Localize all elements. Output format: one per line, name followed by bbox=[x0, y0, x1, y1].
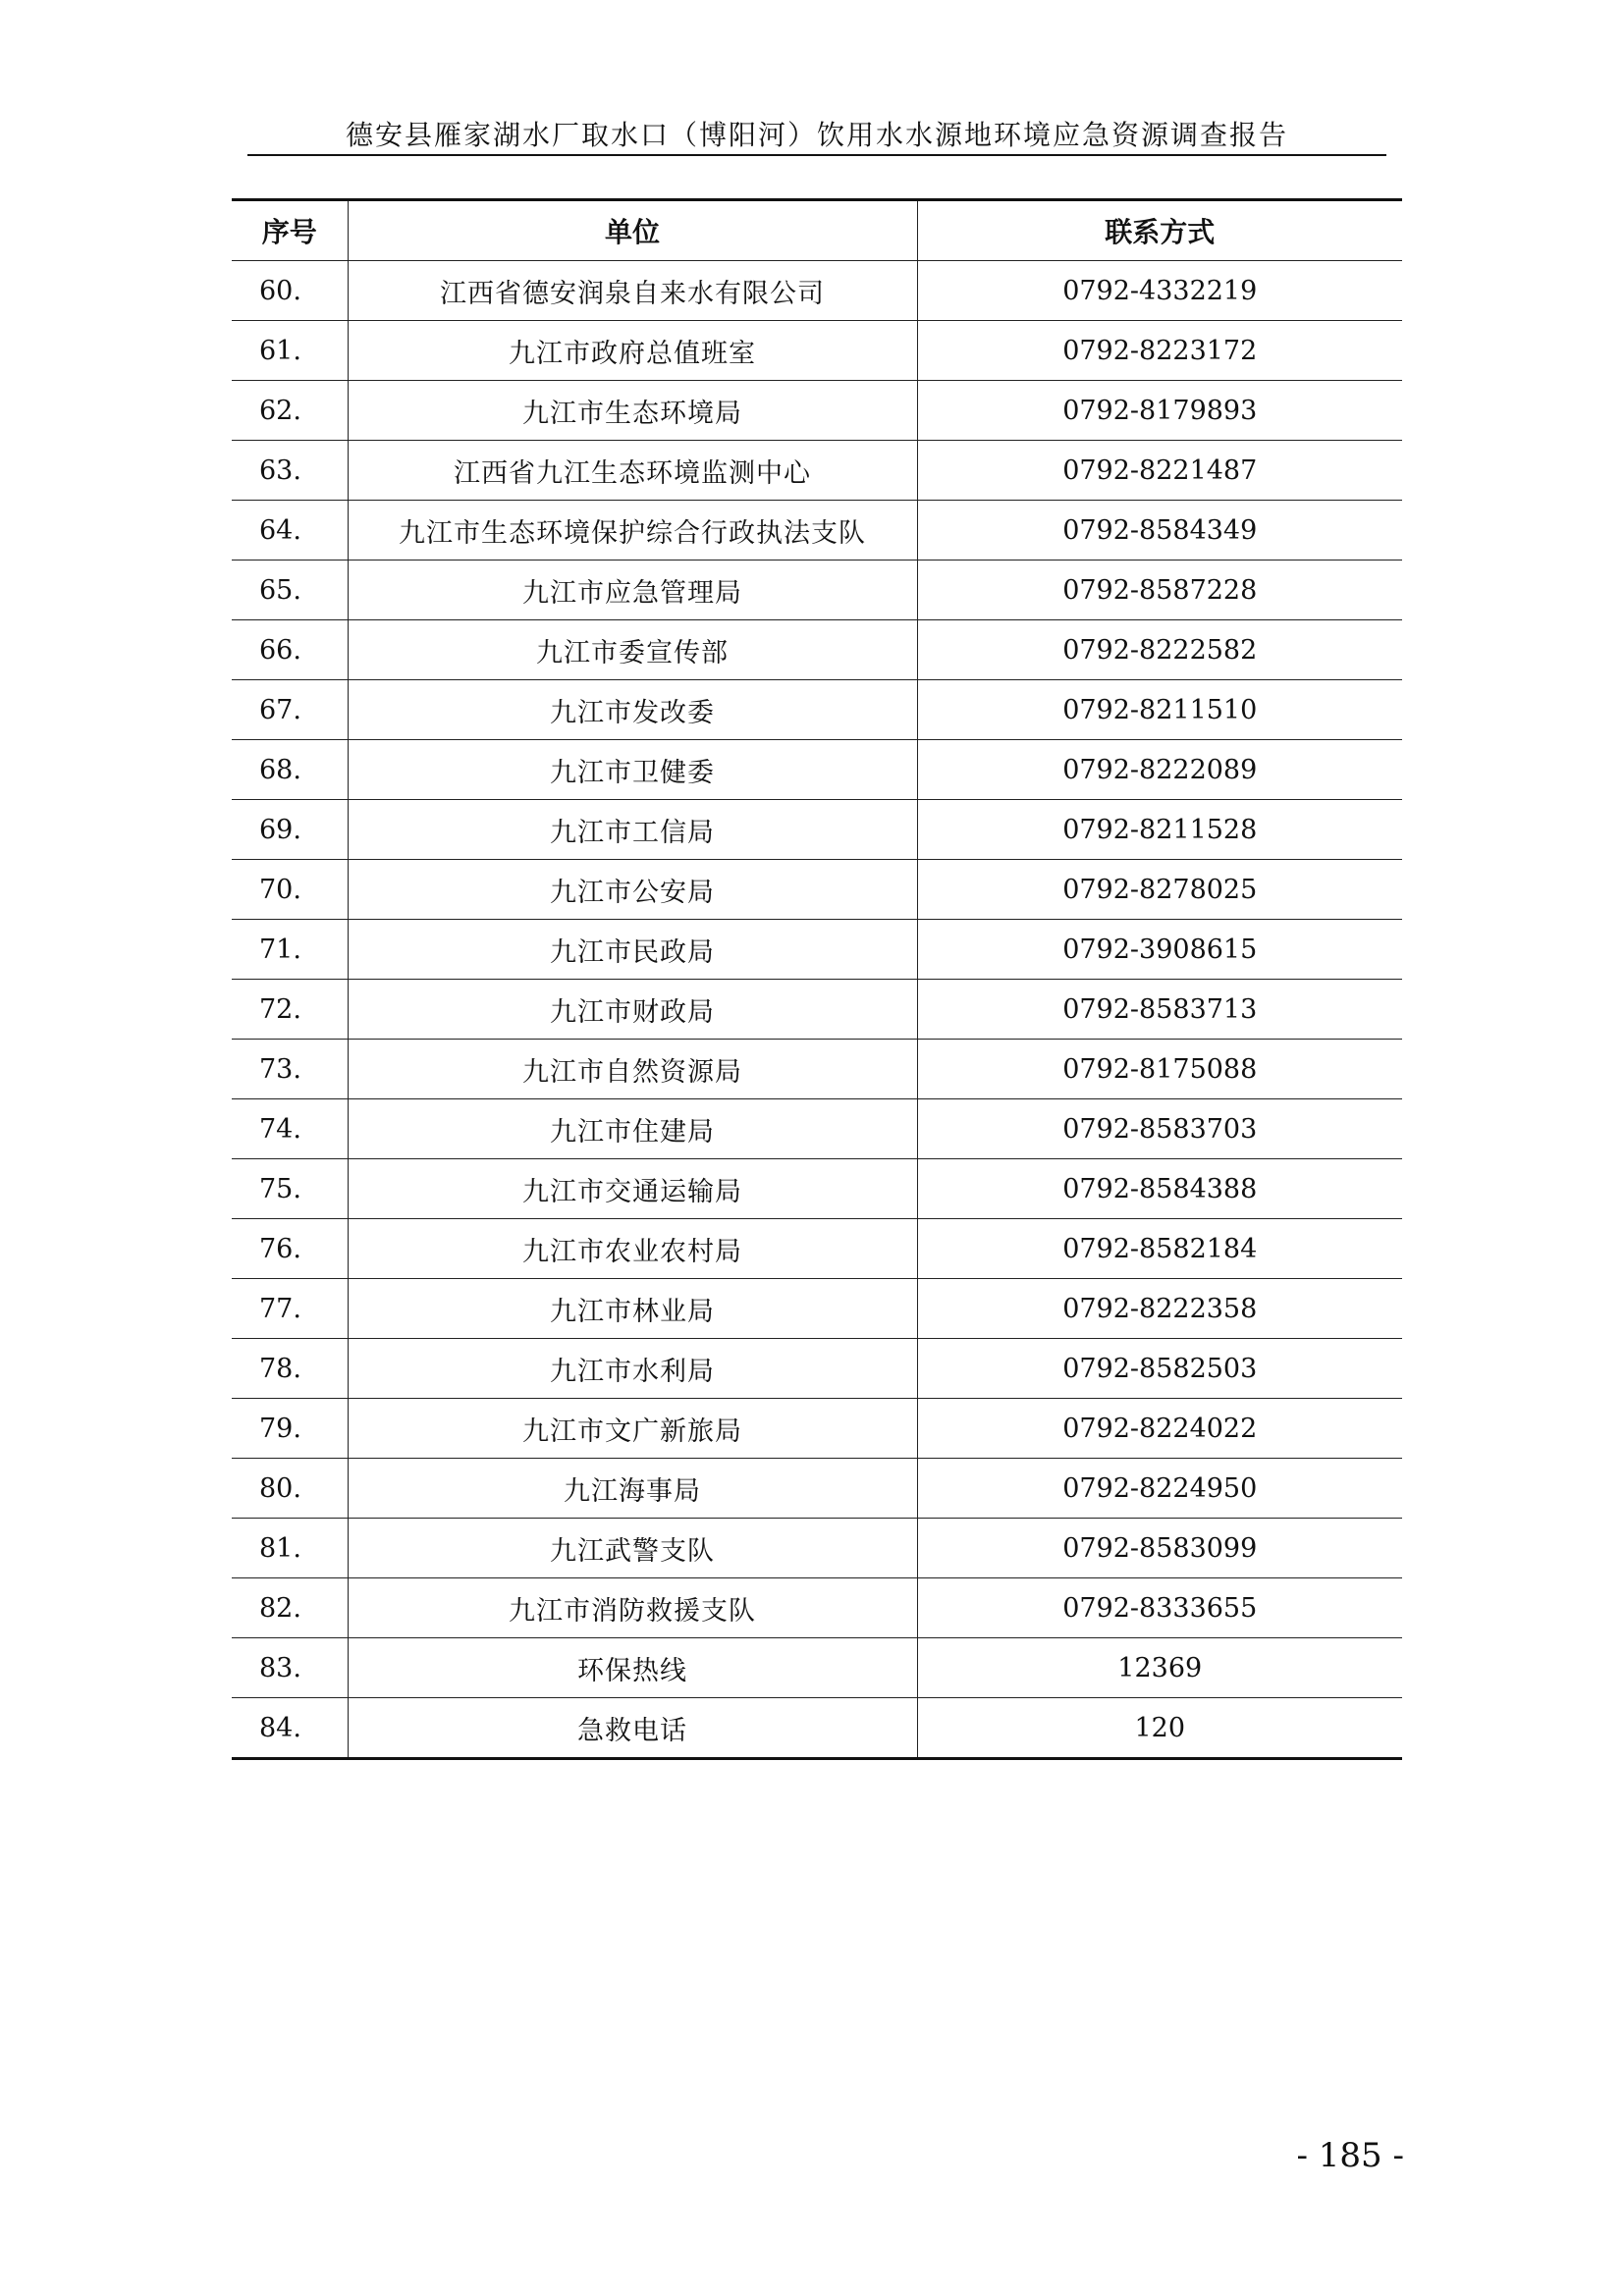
row-seq-cell: 75. bbox=[232, 1159, 348, 1219]
row-unit-cell: 急救电话 bbox=[348, 1698, 917, 1759]
row-unit-cell: 九江市工信局 bbox=[348, 800, 917, 860]
table-row bbox=[232, 261, 1402, 321]
row-unit-cell: 九江市公安局 bbox=[348, 860, 917, 920]
row-seq-cell: 83. bbox=[232, 1638, 348, 1698]
row-unit-cell: 九江市林业局 bbox=[348, 1279, 917, 1339]
table-row bbox=[232, 561, 1402, 620]
table-row bbox=[232, 1698, 1402, 1759]
row-phone-cell: 0792-8582503 bbox=[917, 1339, 1402, 1399]
row-phone-cell: 0792-8278025 bbox=[917, 860, 1402, 920]
row-unit-cell: 九江市住建局 bbox=[348, 1099, 917, 1159]
table-row bbox=[232, 620, 1402, 680]
row-unit-cell: 江西省德安润泉自来水有限公司 bbox=[348, 261, 917, 321]
table-row bbox=[232, 1519, 1402, 1578]
row-phone-cell: 0792-8221487 bbox=[917, 441, 1402, 501]
row-unit-cell: 九江市文广新旅局 bbox=[348, 1399, 917, 1459]
table-body bbox=[232, 261, 1402, 1759]
row-unit-cell: 九江市财政局 bbox=[348, 980, 917, 1040]
row-phone-cell: 0792-4332219 bbox=[917, 261, 1402, 321]
row-seq-cell: 62. bbox=[232, 381, 348, 441]
table-row bbox=[232, 1279, 1402, 1339]
column-header-seq: 序号 bbox=[232, 200, 348, 261]
table-row bbox=[232, 1399, 1402, 1459]
row-seq-cell: 67. bbox=[232, 680, 348, 740]
row-phone-cell: 0792-8224022 bbox=[917, 1399, 1402, 1459]
table-row bbox=[232, 740, 1402, 800]
row-seq-cell: 65. bbox=[232, 561, 348, 620]
row-seq-cell: 81. bbox=[232, 1519, 348, 1578]
row-unit-cell: 环保热线 bbox=[348, 1638, 917, 1698]
table-row bbox=[232, 501, 1402, 561]
table-row bbox=[232, 860, 1402, 920]
header-rule bbox=[247, 154, 1386, 156]
page-number: - 185 - bbox=[1296, 2136, 1404, 2175]
row-phone-cell: 120 bbox=[1134, 1712, 1186, 1743]
row-unit-cell: 九江市生态环境局 bbox=[348, 381, 917, 441]
row-seq-cell: 66. bbox=[232, 620, 348, 680]
row-unit-cell: 九江市生态环境保护综合行政执法支队 bbox=[348, 501, 917, 561]
table-row bbox=[232, 680, 1402, 740]
row-phone-cell: 0792-8223172 bbox=[917, 321, 1402, 381]
row-phone-cell: 0792-8587228 bbox=[917, 561, 1402, 620]
row-phone-cell: 12369 bbox=[917, 1638, 1402, 1698]
row-unit-cell: 九江市自然资源局 bbox=[348, 1040, 917, 1099]
row-phone-cell: 0792-8583099 bbox=[917, 1519, 1402, 1578]
row-seq-cell: 73. bbox=[232, 1040, 348, 1099]
row-seq-cell: 64. bbox=[232, 501, 348, 561]
row-seq-cell: 68. bbox=[232, 740, 348, 800]
table-row bbox=[232, 800, 1402, 860]
row-seq-cell: 60. bbox=[232, 261, 348, 321]
row-seq-cell: 79. bbox=[232, 1399, 348, 1459]
table-row bbox=[232, 1578, 1402, 1638]
table-row bbox=[232, 1459, 1402, 1519]
table-row bbox=[232, 1099, 1402, 1159]
row-unit-cell: 九江市水利局 bbox=[348, 1339, 917, 1399]
row-seq-cell: 77. bbox=[232, 1279, 348, 1339]
row-phone-cell: 0792-8583703 bbox=[917, 1099, 1402, 1159]
row-seq-cell: 74. bbox=[232, 1099, 348, 1159]
row-seq-cell: 63. bbox=[232, 441, 348, 501]
row-unit-cell: 九江市交通运输局 bbox=[348, 1159, 917, 1219]
row-phone-cell: 0792-8333655 bbox=[917, 1578, 1402, 1638]
row-phone-cell: 0792-8175088 bbox=[917, 1040, 1402, 1099]
table-row bbox=[232, 1339, 1402, 1399]
row-phone-cell: 0792-8211510 bbox=[917, 680, 1402, 740]
row-unit-cell: 九江市发改委 bbox=[348, 680, 917, 740]
contacts-table bbox=[232, 198, 1402, 1760]
row-unit-cell: 九江市政府总值班室 bbox=[348, 321, 917, 381]
table-row bbox=[232, 381, 1402, 441]
table-row bbox=[232, 1638, 1402, 1698]
row-unit-cell: 九江市委宣传部 bbox=[348, 620, 917, 680]
row-phone-cell: 0792-8222582 bbox=[917, 620, 1402, 680]
row-phone-cell: 0792-8211528 bbox=[917, 800, 1402, 860]
table-row bbox=[232, 1219, 1402, 1279]
table-row bbox=[232, 321, 1402, 381]
column-header-contact: 联系方式 bbox=[917, 200, 1402, 261]
row-unit-cell: 九江市应急管理局 bbox=[348, 561, 917, 620]
table-row bbox=[232, 920, 1402, 980]
row-seq-cell: 61. bbox=[232, 321, 348, 381]
row-seq-cell: 80. bbox=[232, 1459, 348, 1519]
page-header-title: 德安县雁家湖水厂取水口（博阳河）饮用水水源地环境应急资源调查报告 bbox=[345, 119, 1288, 151]
row-phone-cell: 0792-8584349 bbox=[917, 501, 1402, 561]
row-phone-cell: 0792-8179893 bbox=[917, 381, 1402, 441]
row-seq-cell: 69. bbox=[232, 800, 348, 860]
table-row bbox=[232, 441, 1402, 501]
row-unit-cell: 九江市卫健委 bbox=[348, 740, 917, 800]
row-seq-cell: 72. bbox=[232, 980, 348, 1040]
row-unit-cell: 九江市民政局 bbox=[348, 920, 917, 980]
row-phone-cell: 0792-8584388 bbox=[917, 1159, 1402, 1219]
row-seq-cell: 82. bbox=[232, 1578, 348, 1638]
row-phone-cell: 0792-3908615 bbox=[917, 920, 1402, 980]
table-row bbox=[232, 980, 1402, 1040]
row-seq-cell: 76. bbox=[232, 1219, 348, 1279]
column-header-unit: 单位 bbox=[348, 200, 917, 261]
row-phone-cell: 0792-8224950 bbox=[917, 1459, 1402, 1519]
row-phone-cell: 0792-8582184 bbox=[917, 1219, 1402, 1279]
row-seq-cell: 70. bbox=[232, 860, 348, 920]
row-unit-cell: 九江市消防救援支队 bbox=[348, 1578, 917, 1638]
row-phone-cell: 0792-8222089 bbox=[917, 740, 1402, 800]
row-unit-cell: 九江海事局 bbox=[348, 1459, 917, 1519]
row-seq-cell: 71. bbox=[232, 920, 348, 980]
row-unit-cell: 江西省九江生态环境监测中心 bbox=[348, 441, 917, 501]
table-row bbox=[232, 1040, 1402, 1099]
row-phone-cell: 0792-8583713 bbox=[917, 980, 1402, 1040]
table-header-row bbox=[232, 200, 1402, 261]
row-seq-cell: 78. bbox=[232, 1339, 348, 1399]
row-phone-cell: 0792-8222358 bbox=[917, 1279, 1402, 1339]
row-unit-cell: 九江武警支队 bbox=[348, 1519, 917, 1578]
row-unit-cell: 九江市农业农村局 bbox=[348, 1219, 917, 1279]
table-row bbox=[232, 1159, 1402, 1219]
row-seq-cell: 84. bbox=[232, 1698, 348, 1759]
